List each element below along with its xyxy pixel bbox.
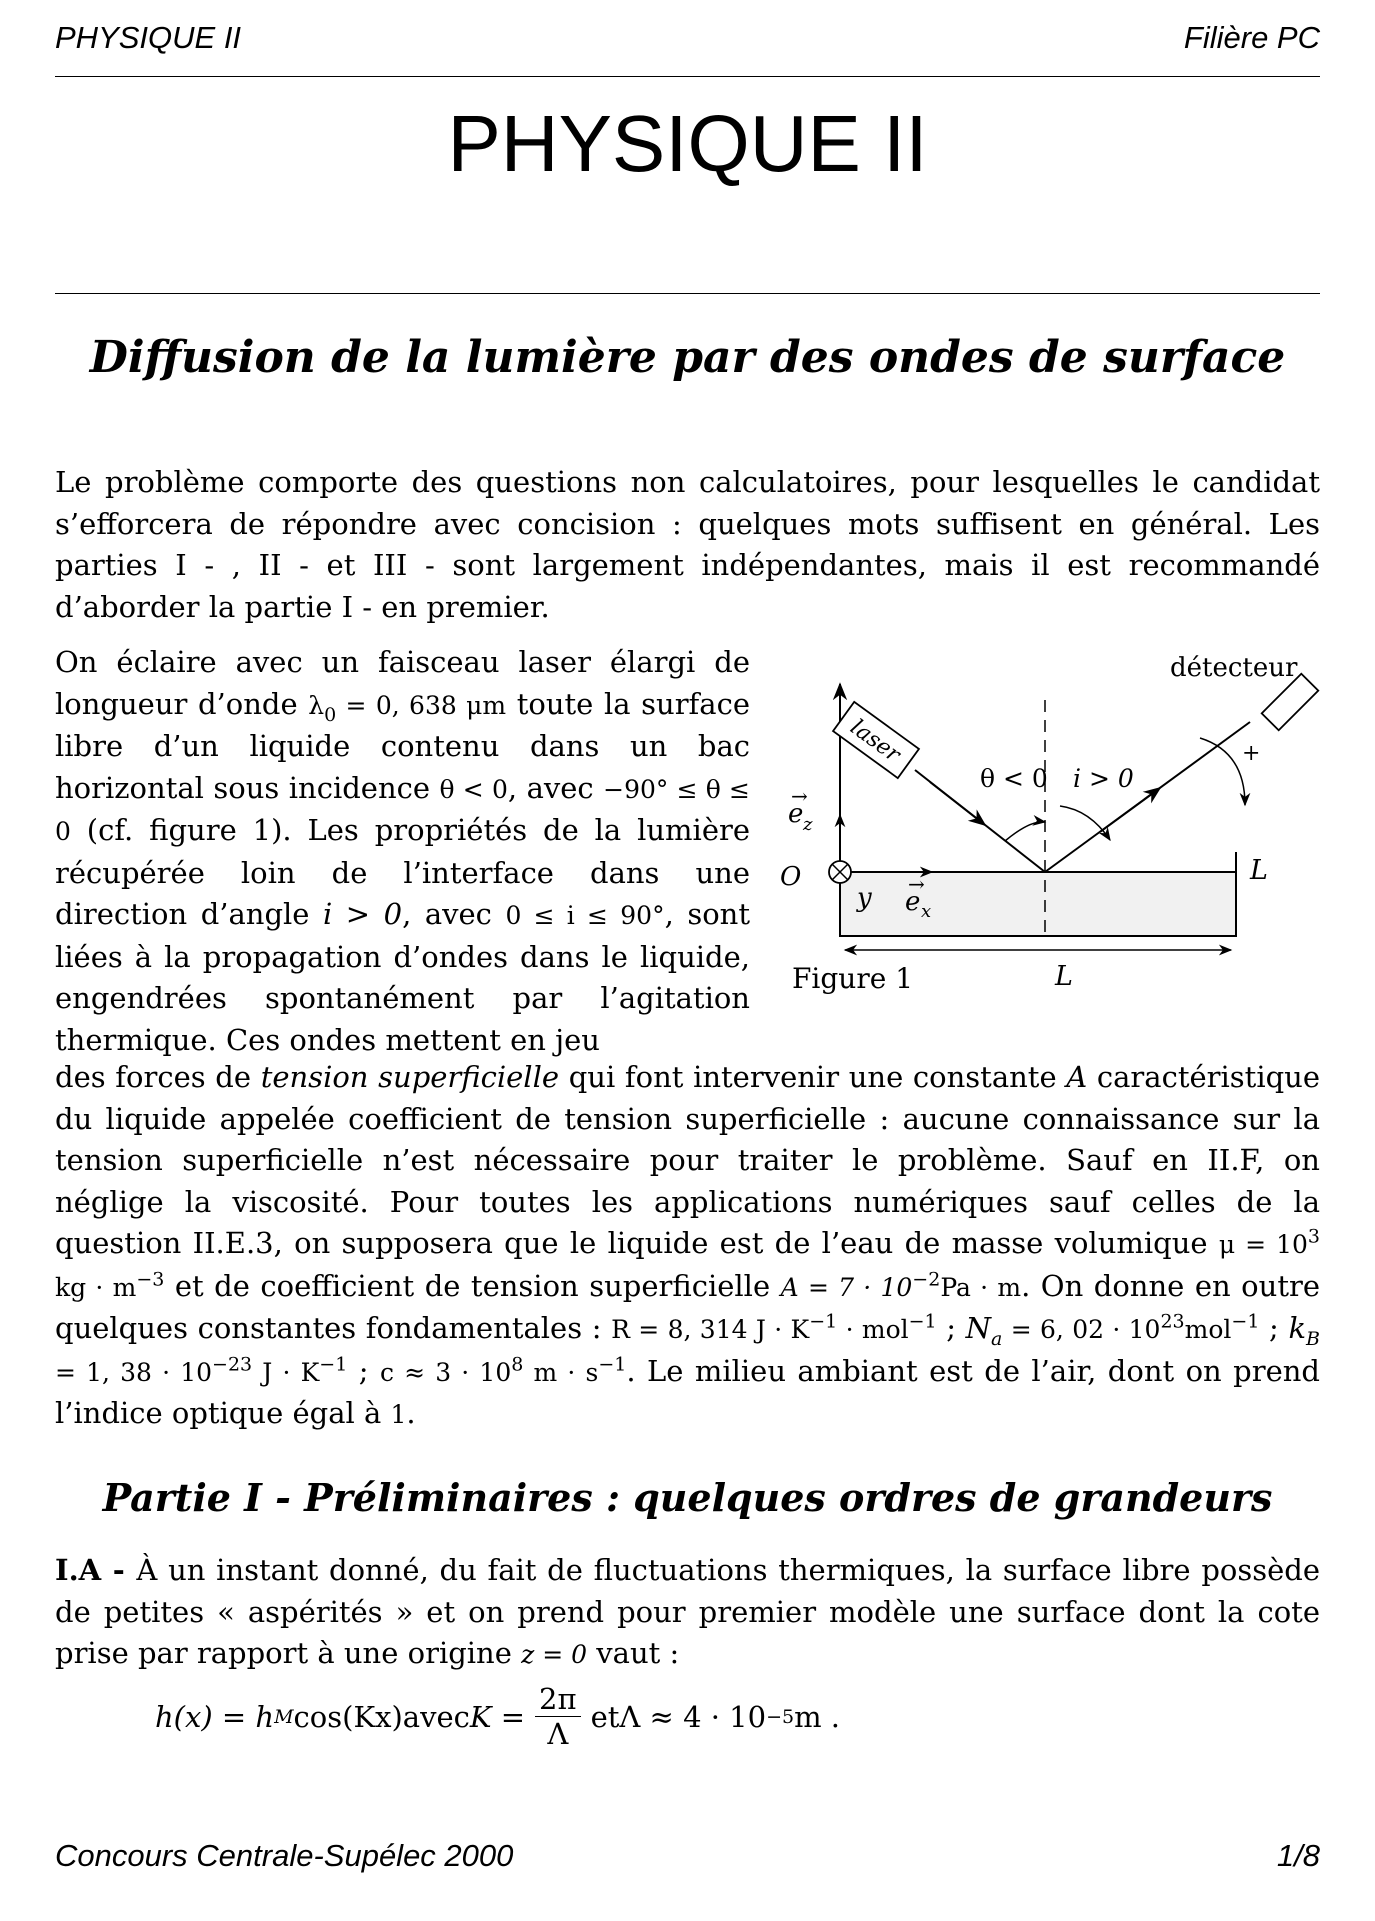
intro-paragraph: Le problème comporte des questions non calculatoires, pour lesquelles le candidat s’efforcera de répondre avec concision : quelques mots suffisent en général. Les parties I - , II - et III - sont largement indépendantes, mais il est recommandé d’aborder la partie I - en premier. xyxy=(55,465,1320,624)
intro-paragraph-3: des forces de tension superficielle qui font intervenir une constante A caractéristique du liquide appelée coefficient de tension superficielle : aucune connaissance sur la tension superficielle n’est nécessaire pour traiter le problème. Sauf en II.F, on néglige la viscosité. Pour toutes les applications numériques sauf celles de la question II.E.3, on supposera que le liquide est de l’eau de masse volumique $\mu = 10^3$ kg · $m^{-3}$ et de coefficient de tension superficielle $A = 7 \cdot 10^{-2}Pa \cdot m$. On donne en outre quelques constantes fondamentales : R = 8, 314 $J \cdot K^{-1} \cdot mol^{-1}$ ; $N_a = 6$, $02 \cdot 10^{23}mol^{-1}$ ; $k_B = 1$, $38 \cdot 10^{-23}$ $J \cdot K^{-1}$ ; $c \approx 3 \cdot 10^8$ $m \cdot s^{-1}$. Le milieu ambiant est de l’air, dont on prend l’indice optique égal à 1. xyxy=(55,1060,1320,1430)
detector-label: détecteur xyxy=(1170,653,1298,683)
origin-label: O xyxy=(780,862,802,892)
header-left: PHYSIQUE II xyxy=(55,20,242,55)
plus-label: + xyxy=(1242,741,1261,766)
figure-caption: Figure 1 xyxy=(792,962,914,995)
fraction-2pi-over-lambda: $\frac{2\pi}{\Lambda}$ xyxy=(535,1682,581,1751)
laser-label: laser xyxy=(845,714,905,768)
ez-label: e xyxy=(788,799,804,829)
ex-vector-arrow: → xyxy=(908,872,925,896)
ex-sub-label: x xyxy=(921,901,932,922)
liquid-region xyxy=(840,872,1236,936)
page-title: PHYSIQUE II xyxy=(447,99,928,188)
theta-label: θ < 0 xyxy=(980,764,1048,793)
scattered-ray-arrow xyxy=(1100,788,1160,832)
theta-arc xyxy=(1005,822,1045,841)
ez-vector-arrow: → xyxy=(791,784,808,808)
intro-paragraph-2: On éclaire avec un faisceau laser élargi de longueur d’onde $\lambda_0 = 0$, 638 μm toute la surface libre d’un liquide contenu dans un bac horizontal sous incidence θ < 0, avec −90° ≤ θ ≤ 0 (cf. figure 1). Les propriétés de la lumière récupérée loin de l’interface dans une direction d’angle i > 0, avec 0 ≤ i ≤ 90°, sont liées à la propagation d’ondes dans le liquide, engendrées spontanément par l’agitation thermique. Ces ondes mettent en jeu xyxy=(55,645,750,1057)
footer-left: Concours Centrale-Supélec 2000 xyxy=(55,1838,514,1873)
ez-sub-label: z xyxy=(803,814,813,835)
i-label: i > 0 xyxy=(1073,764,1134,793)
title-rule xyxy=(55,293,1320,294)
i-arc xyxy=(1060,806,1110,840)
y-label: y xyxy=(857,883,872,913)
problem-title: Diffusion de la lumière par des ondes de surface xyxy=(89,332,1286,383)
header-rule xyxy=(55,76,1320,77)
header-right: Filière PC xyxy=(1183,20,1320,55)
detector-rotation-arc xyxy=(1200,738,1245,805)
ex-label: e xyxy=(905,887,921,917)
question-I-A: I.A - À un instant donné, du fait de fluctuations thermiques, la surface libre possède de petites « aspérités » et on prend pour premier modèle une surface dont la cote prise par rapport à une origine z = 0 vaut : xyxy=(55,1553,1320,1670)
section-title: Partie I - Préliminaires : quelques ordres de grandeurs xyxy=(102,1475,1273,1520)
L-bottom-label: L xyxy=(1055,961,1073,992)
page-number: 1/8 xyxy=(1276,1838,1320,1873)
incident-ray-arrow xyxy=(930,782,985,825)
L-right-label: L xyxy=(1250,855,1268,886)
equation-h: h(x) = h M cos(Kx) avec K = $\frac{2\pi}{\Lambda}$ et Λ ≈ 4 · 10 −5 m . xyxy=(155,1682,841,1751)
figure-1 xyxy=(770,640,1320,1010)
